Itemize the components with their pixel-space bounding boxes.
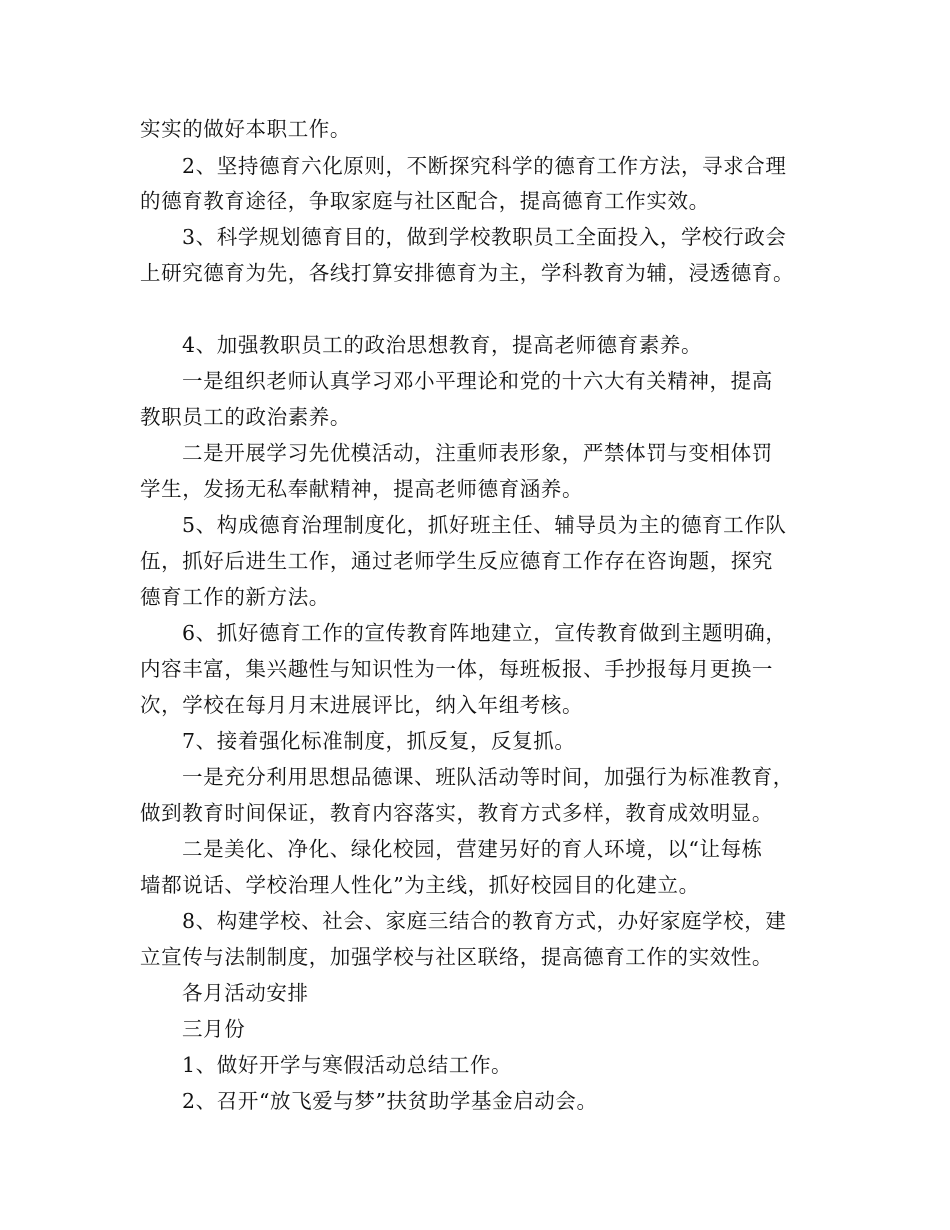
text-line: 5、构成德育治理制度化，抓好班主任、辅导员为主的德育工作队	[182, 513, 787, 537]
text-line: 一是充分利用思想品德课、班队活动等时间，加强行为标准教育，	[182, 765, 794, 789]
text-line: 上研究德育为先，各线打算安排德育为主，学科教育为辅，浸透德育。	[140, 261, 795, 285]
text-line: 次，学校在每月月末进展评比，纳入年组考核。	[140, 693, 584, 717]
text-line: 8、构建学校、社会、家庭三结合的教育方式，办好家庭学校，建	[182, 909, 787, 933]
text-line: 3、科学规划德育目的，做到学校教职员工全面投入，学校行政会	[182, 225, 787, 249]
text-line: 1、做好开学与寒假活动总结工作。	[182, 1053, 513, 1077]
text-line: 2、召开“放飞爱与梦”扶贫助学基金启动会。	[182, 1089, 598, 1113]
text-line: 内容丰富，集兴趣性与知识性为一体，每班板报、手抄报每月更换一	[140, 657, 773, 681]
text-line: 三月份	[182, 1017, 246, 1041]
text-line: 学生，发扬无私奉献精神，提高老师德育涵养。	[140, 477, 584, 501]
text-line: 各月活动安排	[182, 981, 309, 1005]
text-line: 4、加强教职员工的政治思想教育，提高老师德育素养。	[182, 333, 703, 357]
text-line: 2、坚持德育六化原则，不断探究科学的德育工作方法，寻求合理	[182, 154, 787, 178]
text-line: 教职员工的政治素养。	[140, 405, 351, 429]
text-line: 二是美化、净化、绿化校园，营建另好的育人环境，以“让每栋	[182, 837, 763, 861]
text-line: 二是开展学习先优模活动，注重师表形象，严禁体罚与变相体罚	[182, 441, 773, 465]
text-line: 伍，抓好后进生工作，通过老师学生反应德育工作存在咨询题，探究	[140, 549, 773, 573]
text-line: 德育工作的新方法。	[140, 585, 330, 609]
text-line: 做到教育时间保证，教育内容落实，教育方式多样，教育成效明显。	[140, 801, 773, 825]
text-line: 墙都说话、学校治理人性化”为主线，抓好校园目的化建立。	[140, 873, 700, 897]
text-line: 一是组织老师认真学习邓小平理论和党的十六大有关精神，提高	[182, 369, 773, 393]
text-line: 实实的做好本职工作。	[140, 117, 351, 141]
text-line: 的德育教育途径，争取家庭与社区配合，提高德育工作实效。	[140, 189, 710, 213]
text-line: 立宣传与法制制度，加强学校与社区联络，提高德育工作的实效性。	[140, 945, 773, 969]
text-line: 6、抓好德育工作的宣传教育阵地建立，宣传教育做到主题明确，	[182, 621, 787, 645]
text-line: 7、接着强化标准制度，抓反复，反复抓。	[182, 729, 576, 753]
